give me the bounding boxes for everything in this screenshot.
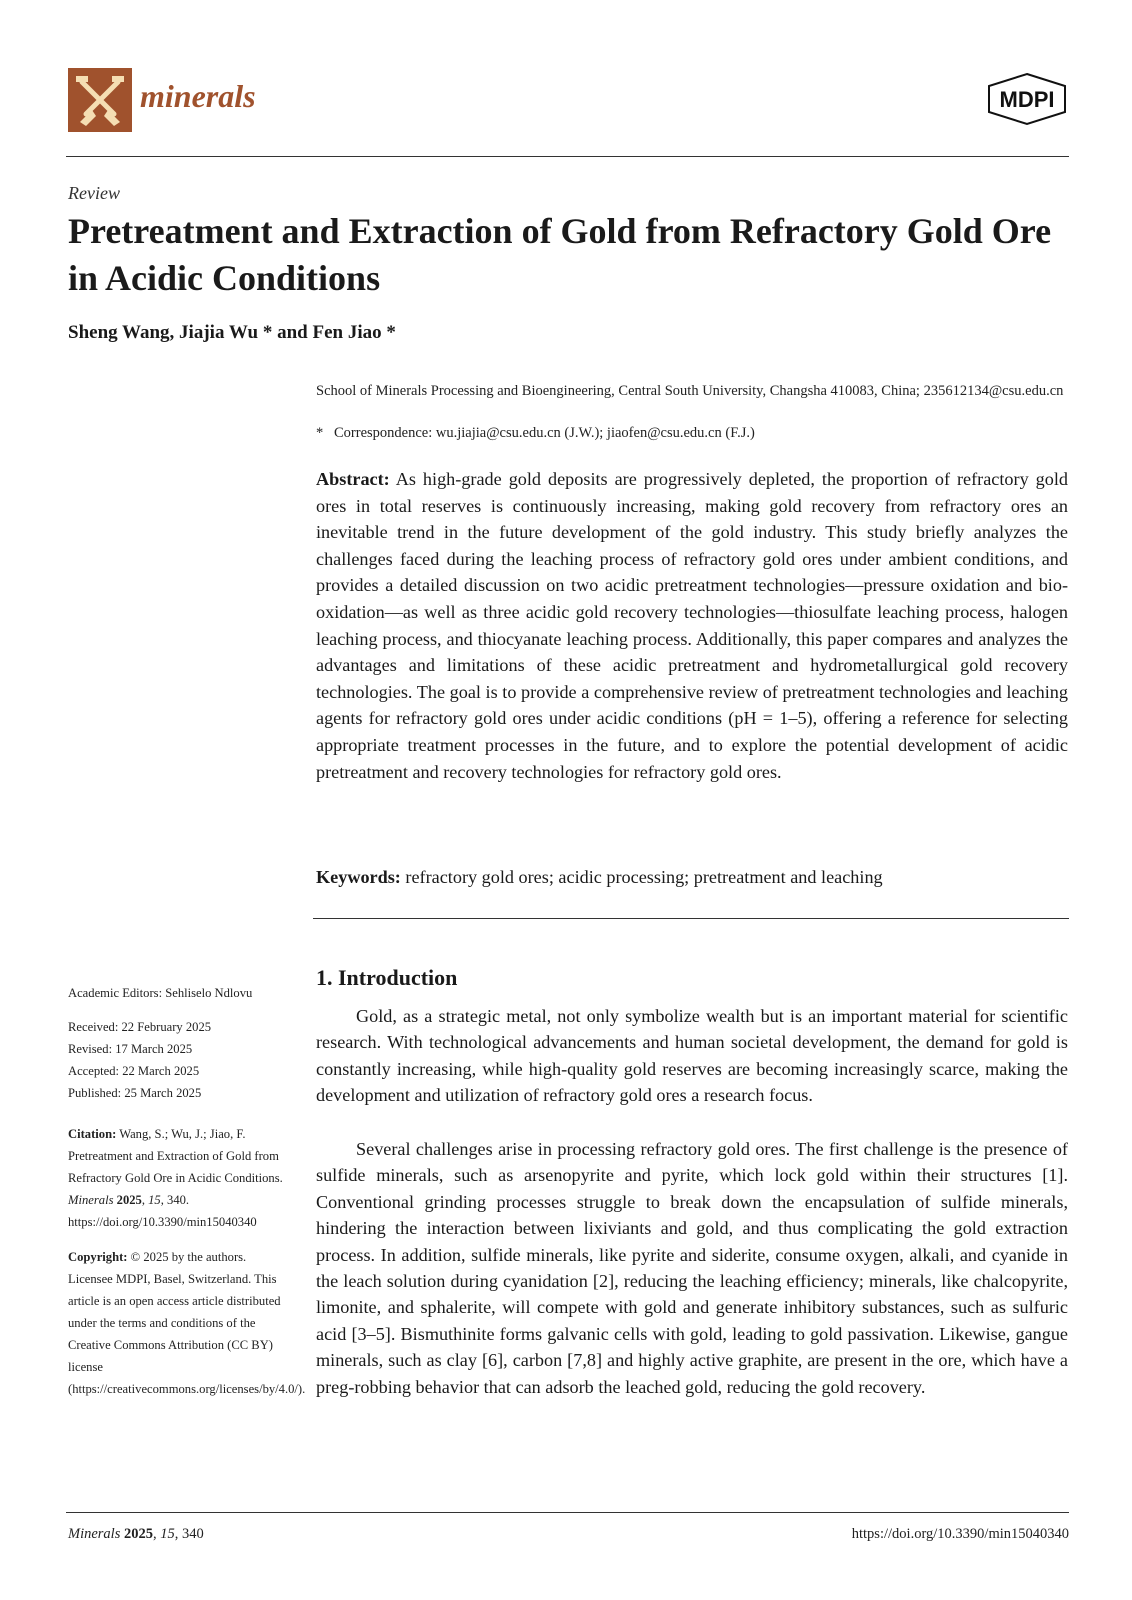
journal-name: minerals: [140, 78, 256, 114]
citation: Citation: Wang, S.; Wu, J.; Jiao, F. Pretreatment and Extraction of Gold from Refractory Gold Ore in Acidic Conditions. Minerals 2025, 15, 340. https://doi.org/10.3390/min15040340: [68, 1127, 283, 1229]
journal-logo: [68, 68, 132, 132]
academic-editors: Academic Editors: Sehliselo Ndlovu: [68, 986, 253, 1000]
footer-journal: Minerals: [68, 1526, 121, 1542]
paragraph-text: Several challenges arise in processing refractory gold ores. The first challenge is the presence of sulfide minerals, such as arsenopyrite and pyrite, which lock gold within their structures [1]. Conventional grinding processes struggle to break down the encapsulation of sulfide minerals, hindering the interaction between lixiviants and gold, and thus complicating the gold extraction process. In addition, sulfide minerals, like pyrite and siderite, consume oxygen, alkali, and cyanide in the leach solution during cyanidation [2], reducing the leaching efficiency; minerals, like chalcopyrite, limonite, and sphalerite, will compete with gold and generate inhibitory substances, such as sulfuric acid [3–5]. Bismuthinite forms galvanic cells with gold, leading to gold passivation. Likewise, gangue minerals, such as clay [6], carbon [7,8] and highly active graphite, are present in the ore, which have a preg-robbing behavior that can adsorb the leached gold, reducing the gold recovery.: [316, 1139, 1068, 1397]
citation-volume: 15: [148, 1193, 161, 1207]
published-date: Published: 25 March 2025: [68, 1086, 202, 1100]
section-heading: 1. Introduction: [316, 965, 458, 990]
citation-text: Wang, S.; Wu, J.; Jiao, F. Pretreatment and Extraction of Gold from Refractory Gold Ore in Acidic Conditions.: [68, 1127, 283, 1185]
paragraph: [316, 1003, 1068, 1109]
crossed-shovels-icon: [68, 68, 132, 132]
copyright-label: Copyright:: [68, 1250, 128, 1264]
revised-date: Revised: 17 March 2025: [68, 1042, 193, 1056]
footer-page: , 340: [174, 1526, 204, 1542]
correspondence: [316, 423, 1076, 444]
citation-journal: Minerals: [68, 1193, 114, 1207]
citation-doi-link[interactable]: https://doi.org/10.3390/min15040340: [68, 1215, 257, 1229]
copyright: [68, 1246, 306, 1400]
footer-rule: [66, 1512, 1069, 1513]
publisher-logo: [985, 72, 1069, 126]
footer-year: 2025: [123, 1526, 153, 1542]
author-list: Sheng Wang, Jiajia Wu * and Fen Jiao *: [68, 322, 396, 343]
citation-year: 2025: [116, 1193, 142, 1207]
received-date: Received: 22 February 2025: [68, 1020, 212, 1034]
citation-label: Citation:: [68, 1127, 117, 1141]
correspondence-text: Correspondence: wu.jiajia@csu.edu.cn (J.W.); jiaofen@csu.edu.cn (F.J.): [334, 425, 755, 441]
publisher-name: MDPI: [999, 87, 1055, 112]
affiliation: School of Minerals Processing and Bioengineering, Central South University, Changsha 410083, China; 235612134@csu.edu.cn: [316, 383, 1064, 399]
publication-dates: [68, 1016, 288, 1104]
paragraph-text: Gold, as a strategic metal, not only symbolize wealth but is an important material for scientific research. With technological advancements and human societal development, the demand for gold is constantly increasing, while high-quality gold reserves are becoming increasingly scarce, making the development and utilization of refractory gold ores a research focus.: [316, 1006, 1068, 1106]
article-title: Pretreatment and Extraction of Gold from Refractory Gold Ore in Acidic Conditions: [68, 211, 1052, 298]
keywords-text: refractory gold ores; acidic processing; pretreatment and leaching: [405, 867, 883, 887]
accepted-date: Accepted: 22 March 2025: [68, 1064, 200, 1078]
paragraph: [316, 1136, 1068, 1400]
citation-page: , 340.: [160, 1193, 190, 1207]
header-rule: [66, 156, 1069, 157]
section-rule: [313, 918, 1069, 919]
article-type: Review: [68, 183, 120, 203]
footer-doi-link[interactable]: https://doi.org/10.3390/min15040340: [851, 1526, 1069, 1542]
footer-volume: 15: [160, 1526, 175, 1542]
keywords-label: Keywords:: [316, 867, 401, 887]
correspondence-marker: *: [316, 425, 324, 441]
footer-citation: Minerals 2025, 15, 340: [68, 1526, 204, 1542]
abstract-label: Abstract:: [316, 469, 390, 489]
keywords: [316, 864, 1068, 890]
abstract: [316, 466, 1068, 785]
copyright-text: © 2025 by the authors. Licensee MDPI, Basel, Switzerland. This article is an open access article distributed under the terms and conditions of the Creative Commons Attribution (CC BY) license (https://creativecommons.org/licenses/by/4.0/).: [68, 1250, 306, 1396]
abstract-text: As high-grade gold deposits are progressively depleted, the proportion of refractory gold ores in total reserves is continuously increasing, making gold recovery from refractory ores an inevitable trend in the future development of the gold industry. This study briefly analyzes the challenges faced during the leaching process of refractory gold ores under ambient conditions, and provides a detailed discussion on two acidic pretreatment technologies—pressure oxidation and bio-oxidation—as well as three acidic gold recovery technologies—thiosulfate leaching process, halogen leaching process, and thiocyanate leaching process. Additionally, this paper compares and analyzes the advantages and limitations of these acidic pretreatment and hydrometallurgical gold recovery technologies. The goal is to provide a comprehensive review of pretreatment technologies and leaching agents for refractory gold ores under acidic conditions (pH = 1–5), offering a reference for selecting appropriate treatment processes in the future, and to explore the potential development of acidic pretreatment and recovery technologies for refractory gold ores.: [316, 469, 1068, 782]
